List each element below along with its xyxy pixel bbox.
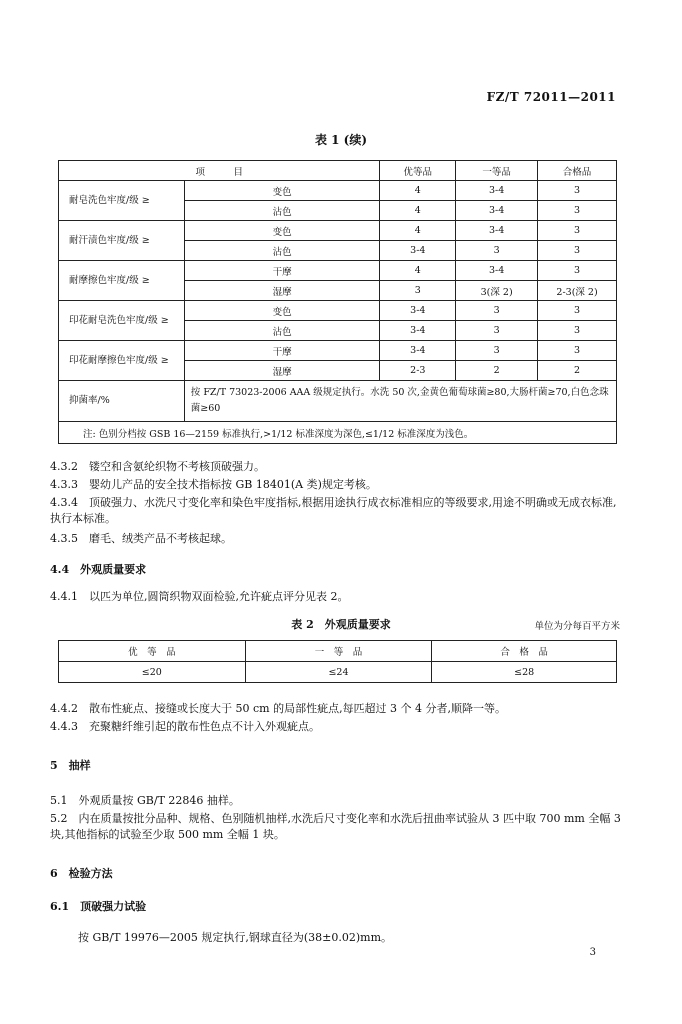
cell: 3-4: [456, 181, 538, 201]
cell: 3: [538, 321, 617, 341]
table-row: [59, 341, 617, 361]
table-row-note: [59, 422, 617, 444]
cell: 3-4: [380, 301, 456, 321]
header-grade2: 一 等 品: [245, 641, 432, 662]
clause-4-3-3: 4.3.3 婴幼儿产品的安全技术指标按 GB 18401(A 类)规定考核。: [50, 478, 377, 491]
cell: 3: [538, 181, 617, 201]
table1: [58, 160, 617, 444]
section-5-heading: 5 抽样: [50, 759, 91, 772]
clause-4-4-1: 4.4.1 以匹为单位,圆筒织物双面检验,允许疵点评分见表 2。: [50, 590, 349, 603]
clause-5-1: 5.1 外观质量按 GB/T 22846 抽样。: [50, 794, 240, 807]
table-row-antibacterial: [59, 381, 617, 422]
cell: 3: [538, 261, 617, 281]
clause-4-3-2: 4.3.2 镂空和含氨纶织物不考核顶破强力。: [50, 460, 265, 473]
cell: 3: [456, 341, 538, 361]
clause-6-1-text: 按 GB/T 19976—2005 规定执行,钢球直径为(38±0.02)mm。: [78, 931, 393, 944]
cell: 4: [380, 201, 456, 221]
cell: 3-4: [456, 261, 538, 281]
row-label: 耐汗渍色牢度/级 ≥: [59, 221, 185, 261]
cell: 3: [456, 321, 538, 341]
section-6-heading: 6 检验方法: [50, 867, 113, 880]
table-row: [59, 221, 617, 241]
cell: 2-3(深 2): [538, 281, 617, 301]
row-label: 印花耐皂洗色牢度/级 ≥: [59, 301, 185, 341]
header-grade2: 一等品: [456, 161, 538, 181]
cell: 2: [538, 361, 617, 381]
cell: 3: [380, 281, 456, 301]
cell: 3(深 2): [456, 281, 538, 301]
table2: [58, 640, 617, 683]
table-row: [59, 261, 617, 281]
cell: 3: [538, 341, 617, 361]
standard-code-header: FZ/T 72011—2011: [486, 90, 616, 104]
antibacterial-requirement: 按 FZ/T 73023-2006 AAA 级规定执行。水洗 50 次,金黄色葡萄球菌≥80,大肠杆菌≥70,白色念珠菌≥60: [184, 381, 616, 422]
cell: ≤28: [432, 662, 617, 683]
row-sub: 湿摩: [184, 281, 380, 301]
header-grade3: 合 格 品: [432, 641, 617, 662]
section-4-4-heading: 4.4 外观质量要求: [50, 563, 147, 576]
row-sub: 干摩: [184, 261, 380, 281]
cell: 3-4: [456, 221, 538, 241]
header-grade1: 优 等 品: [59, 641, 246, 662]
table1-header-row: [59, 161, 617, 181]
row-sub: 沾色: [184, 201, 380, 221]
cell: 2: [456, 361, 538, 381]
header-grade3: 合格品: [538, 161, 617, 181]
table-row: [59, 301, 617, 321]
cell: 3: [538, 241, 617, 261]
cell: 3: [456, 241, 538, 261]
table-row: [59, 181, 617, 201]
cell: ≤24: [245, 662, 432, 683]
row-label: 耐皂洗色牢度/级 ≥: [59, 181, 185, 221]
cell: 3: [538, 201, 617, 221]
clause-5-2: 5.2 内在质量按批分品种、规格、色别随机抽样,水洗后尺寸变化率和水洗后扭曲率试验从 3 匹中取 700 mm 全幅 3 块,其他指标的试验至少取 500 mm 全幅 1 块。: [50, 812, 621, 841]
clause-4-3-4: 4.3.4 顶破强力、水洗尺寸变化率和染色牢度指标,根据用途执行成衣标准相应的等级要求,用途不明确或无成衣标准,执行本标准。: [50, 496, 617, 525]
cell: 3-4: [380, 241, 456, 261]
cell: 3-4: [456, 201, 538, 221]
row-label: 印花耐摩擦色牢度/级 ≥: [59, 341, 185, 381]
table1-note: 注: 色别分档按 GSB 16—2159 标准执行,>1/12 标准深度为深色,≤1/12 标准深度为浅色。: [59, 422, 617, 444]
cell: 3: [538, 221, 617, 241]
clause-4-4-2: 4.4.2 散布性疵点、接缝或长度大于 50 cm 的局部性疵点,每匹超过 3 个 4 分者,顺降一等。: [50, 702, 507, 715]
table2-caption: 表 2 外观质量要求: [291, 618, 391, 631]
cell: 2-3: [380, 361, 456, 381]
table1-caption: 表 1 (续): [314, 133, 368, 147]
clause-4-3-5: 4.3.5 磨毛、绒类产品不考核起球。: [50, 532, 232, 545]
row-sub: 沾色: [184, 321, 380, 341]
table2-header-row: [59, 641, 617, 662]
cell: ≤20: [59, 662, 246, 683]
cell: 3: [456, 301, 538, 321]
header-item: 项 目: [59, 161, 380, 181]
cell: 3: [538, 301, 617, 321]
table-row: [59, 662, 617, 683]
row-sub: 干摩: [184, 341, 380, 361]
clause-4-4-3: 4.4.3 充聚糖纤维引起的散布性色点不计入外观疵点。: [50, 720, 320, 733]
section-6-1-heading: 6.1 顶破强力试验: [50, 900, 147, 913]
cell: 3-4: [380, 341, 456, 361]
row-label: 抑菌率/%: [59, 381, 185, 422]
row-label: 耐摩擦色牢度/级 ≥: [59, 261, 185, 301]
row-sub: 沾色: [184, 241, 380, 261]
cell: 4: [380, 181, 456, 201]
cell: 3-4: [380, 321, 456, 341]
cell: 4: [380, 261, 456, 281]
table2-unit: 单位为分每百平方米: [534, 621, 620, 632]
row-sub: 变色: [184, 221, 380, 241]
cell: 4: [380, 221, 456, 241]
row-sub: 湿摩: [184, 361, 380, 381]
header-grade1: 优等品: [380, 161, 456, 181]
page-number: 3: [589, 947, 596, 958]
row-sub: 变色: [184, 301, 380, 321]
row-sub: 变色: [184, 181, 380, 201]
